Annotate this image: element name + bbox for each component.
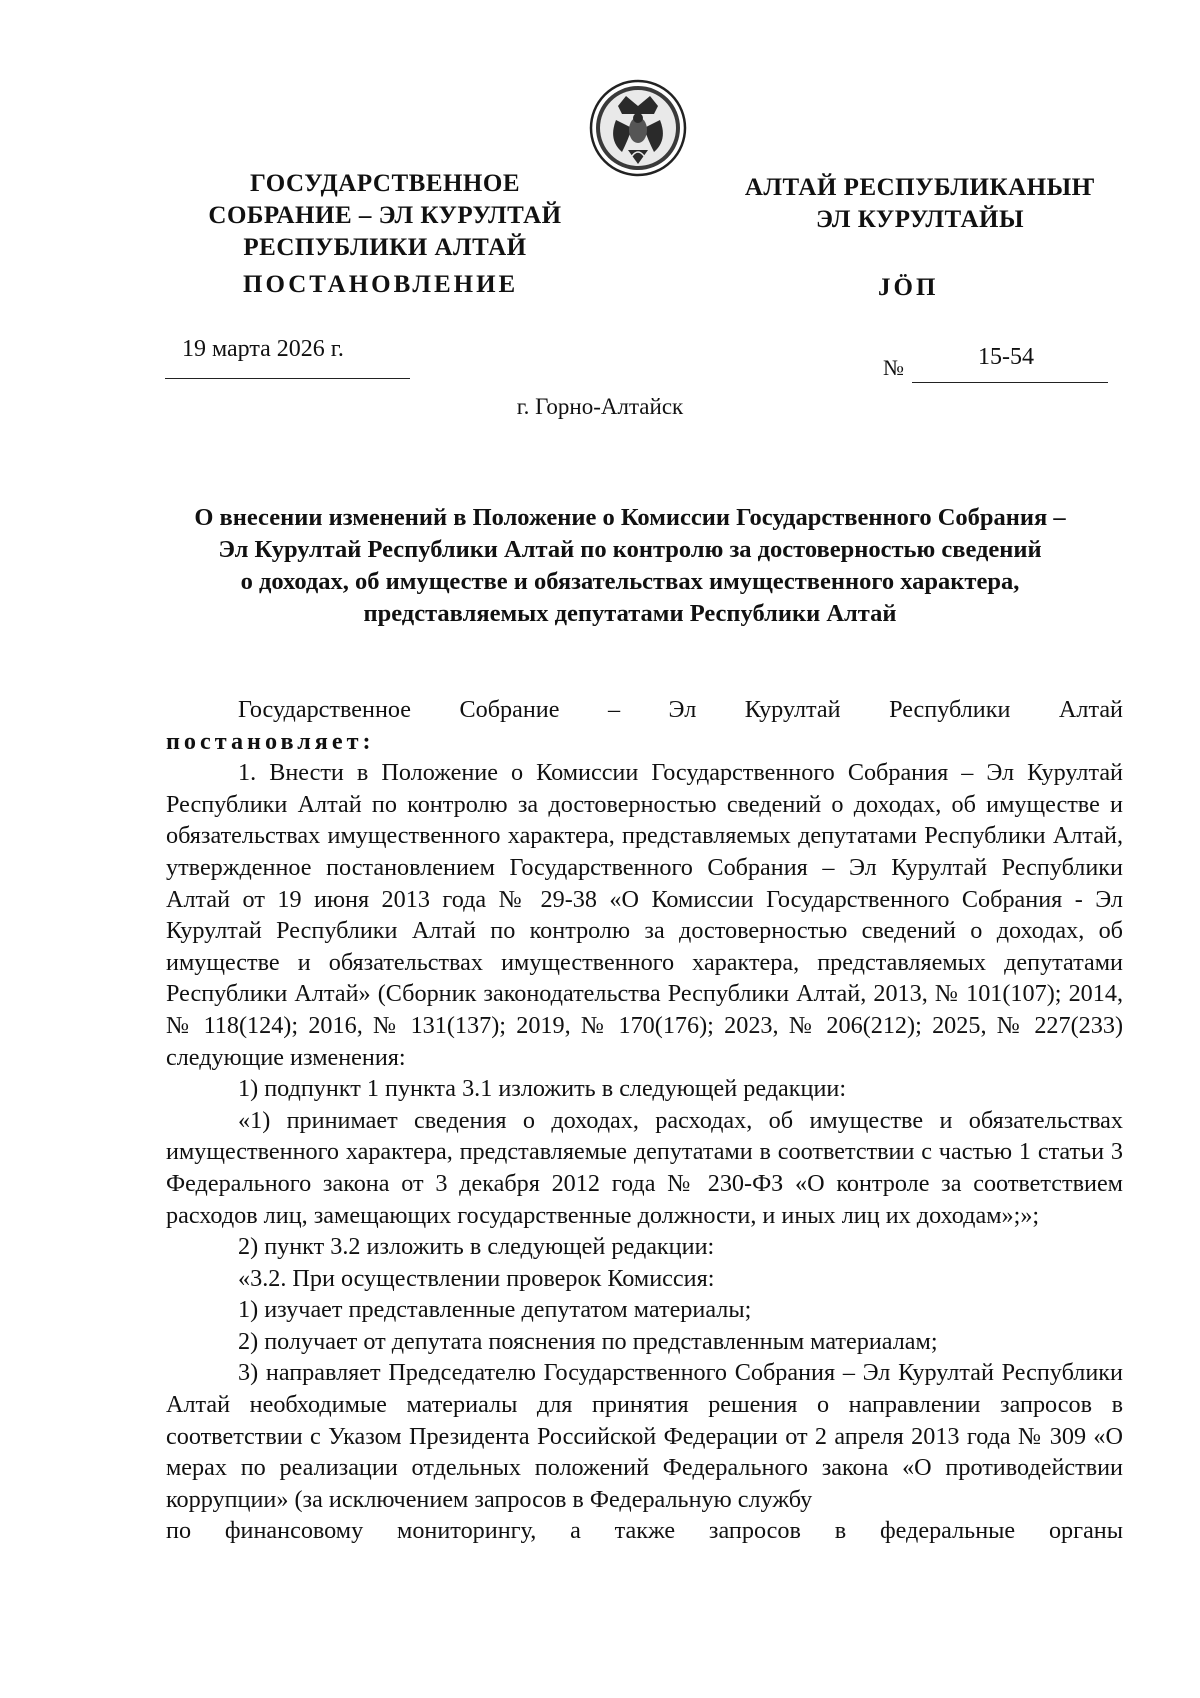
title-line-1: О внесении изменений в Положение о Комиссии Государственного Собрания –: [194, 504, 1066, 531]
header-left-line-3: РЕСПУБЛИКИ АЛТАЙ: [243, 234, 527, 261]
document-title: [150, 502, 1110, 630]
resolves-word: постановляет:: [166, 727, 375, 755]
header-right-line-2: ЭЛ КУРУЛТАЙЫ: [815, 206, 1025, 233]
document-body: [166, 694, 1123, 1547]
paragraph-6: 1) изучает представленные депутатом материалы;: [238, 1296, 752, 1324]
paragraph-1: 1. Внести в Положение о Комиссии Государственного Собрания – Эл Курултай Республики Алтай по контролю за достоверностью сведений о доходах, об имуществе и обязательствах имущественного характера, представляемых депутатами Республики Алтай, утвержденное постановлением Государственного Собрания – Эл Курултай Республики Алтай от 19 июня 2013 года № 29-38 «О Комиссии Государственного Собрания - Эл Курултай Республики Алтай по контролю за достоверностью сведений о доходах, об имуществе и обязательствах имущественного характера, представляемых депутатами Республики Алтай» (Сборник законодательства Республики Алтай, 2013, № 101(107); 2014, № 118(124); 2016, № 131(137); 2019, № 170(176); 2023, № 206(212); 2025, № 227(233) следующие изменения:: [166, 759, 1123, 1071]
paragraph-8-last-line: по финансовому мониторингу, а также запросов в федеральные органы: [166, 1517, 1123, 1545]
title-line-3: о доходах, об имуществе и обязательствах имущественного характера,: [240, 568, 1020, 595]
doc-type-left: ПОСТАНОВЛЕНИЕ: [243, 271, 519, 298]
header-left-block: [175, 168, 595, 264]
doc-type-right: ЈӦП: [878, 274, 939, 301]
title-line-4: представляемых депутатами Республики Алтай: [363, 600, 897, 627]
paragraph-7: 2) получает от депутата пояснения по представленным материалам;: [238, 1327, 938, 1355]
number-sign: №: [883, 355, 904, 380]
number-underline: [912, 382, 1108, 383]
header-left-line-1: ГОСУДАРСТВЕННОЕ: [250, 170, 520, 197]
paragraph-2: 1) подпункт 1 пункта 3.1 изложить в следующей редакции:: [238, 1075, 847, 1103]
paragraph-5: «3.2. При осуществлении проверок Комиссия:: [238, 1264, 715, 1292]
document-number: 15-54: [978, 344, 1034, 370]
intro-paragraph: Государственное Собрание – Эл Курултай Республики Алтай: [238, 696, 1123, 723]
date-underline: [165, 378, 410, 379]
paragraph-8: 3) направляет Председателю Государственного Собрания – Эл Курултай Республики Алтай необходимые материалы для принятия решения о направлении запросов в соответствии с Указом Президента Российской Федерации от 2 апреля 2013 года № 309 «О мерах по реализации отдельных положений Федерального закона «О противодействии коррупции» (за исключением запросов в Федеральную службу: [166, 1359, 1123, 1513]
header-right-line-1: АЛТАЙ РЕСПУБЛИКАНЫҤ: [744, 174, 1096, 201]
paragraph-4: 2) пункт 3.2 изложить в следующей редакции:: [238, 1233, 715, 1261]
document-date: 19 марта 2026 г.: [182, 336, 344, 362]
altai-emblem-icon: [588, 78, 688, 178]
title-line-2: Эл Курултай Республики Алтай по контролю за достоверностью сведений: [218, 536, 1042, 563]
header-right-block: [720, 172, 1120, 236]
paragraph-3: «1) принимает сведения о доходах, расходах, об имуществе и обязательствах имущественного характера, представляемые депутатами в соответствии с частью 1 статьи 3 Федерального закона от 3 декабря 2012 года № 230-ФЗ «О контроле за соответствием расходов лиц, замещающих государственные должности, и иных лиц их доходам»;»;: [166, 1106, 1123, 1229]
header-left-line-2: СОБРАНИЕ – ЭЛ КУРУЛТАЙ: [208, 202, 562, 229]
document-city: г. Горно-Алтайск: [516, 394, 684, 419]
